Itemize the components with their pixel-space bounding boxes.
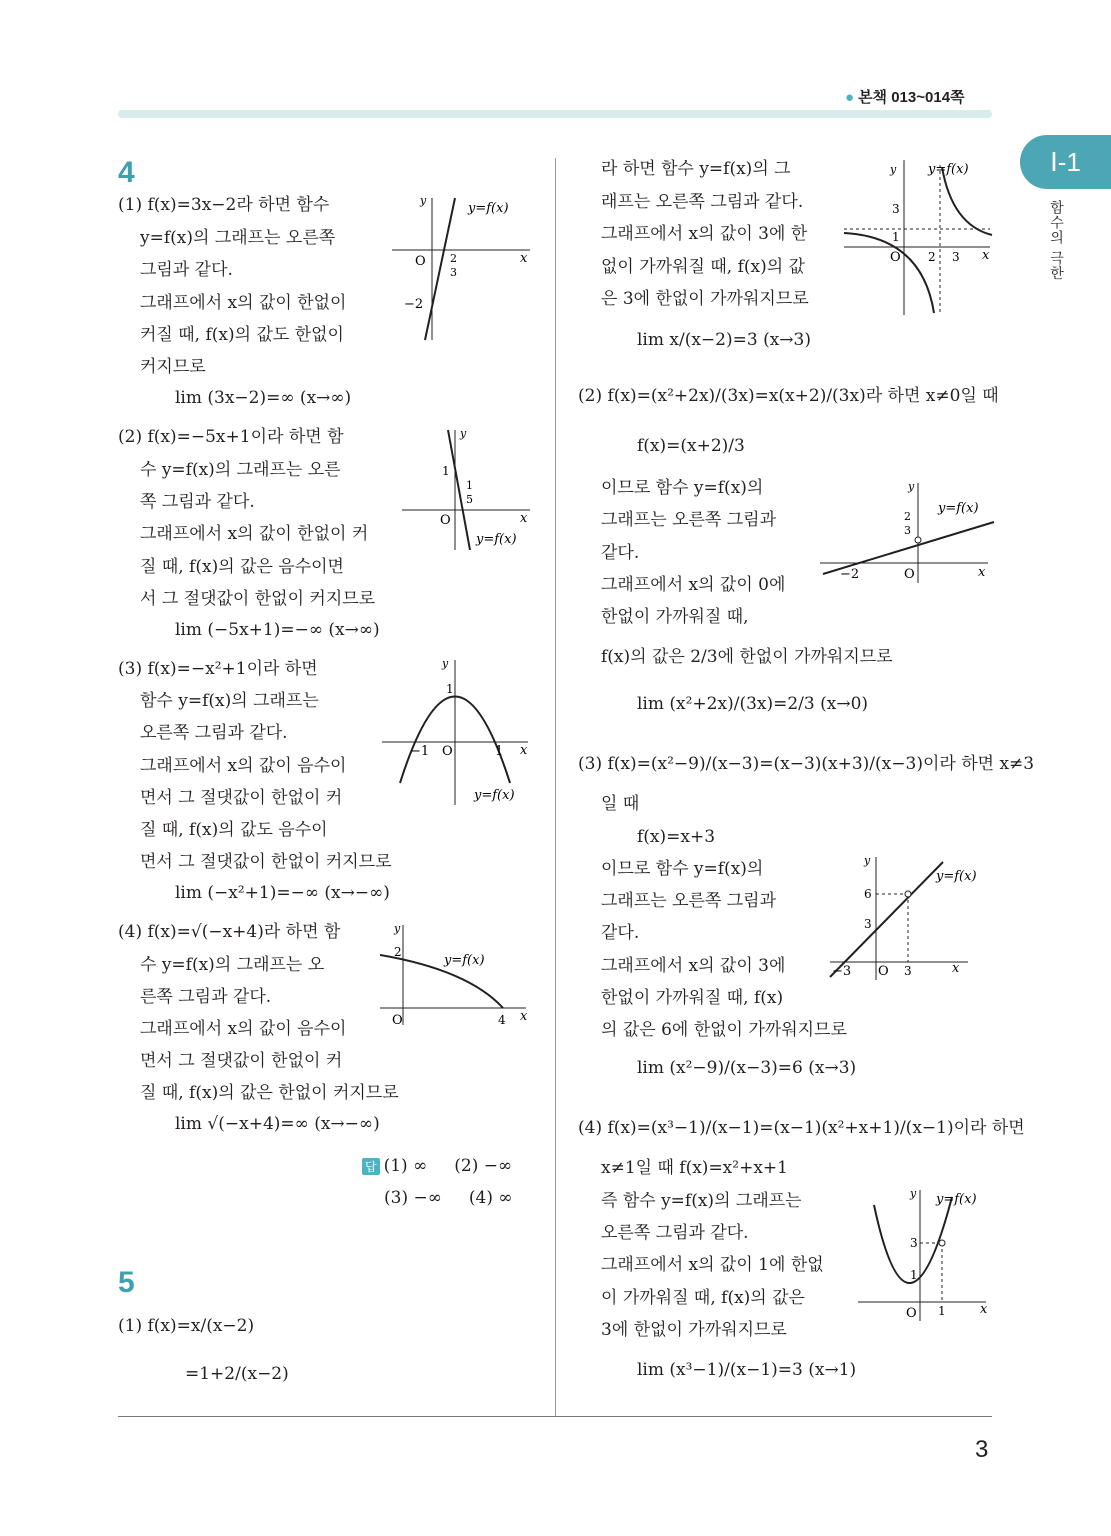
s4-line-8: 수 y=f(x)의 그래프는 오른 bbox=[140, 460, 341, 480]
tick-label: 1 bbox=[442, 464, 450, 478]
s4-line-25: 질 때, f(x)의 값은 한없이 커지므로 bbox=[140, 1083, 399, 1103]
s4-line-17: 면서 그 절댓값이 한없이 커 bbox=[140, 788, 343, 808]
page-header bbox=[845, 86, 965, 107]
bottom-rule bbox=[118, 1416, 992, 1417]
graph-5-2 bbox=[818, 478, 996, 586]
origin-label: O bbox=[392, 1013, 403, 1028]
s5-line-15: 일 때 bbox=[601, 794, 640, 814]
tick-label: −3 bbox=[832, 964, 852, 979]
y-axis-label: y bbox=[442, 657, 449, 670]
origin-label: O bbox=[415, 254, 426, 269]
graph-5-1 bbox=[842, 155, 997, 317]
graph-4-3 bbox=[380, 655, 535, 810]
y-axis-label: y bbox=[890, 163, 897, 176]
graph-4-4 bbox=[378, 920, 533, 1030]
header-pages: 013~014쪽 bbox=[891, 89, 965, 106]
x-axis-label: x bbox=[520, 511, 528, 526]
s4-line-12: 서 그 절댓값이 한없이 커지므로 bbox=[140, 589, 376, 609]
x-axis-label: x bbox=[520, 1009, 528, 1024]
tick-label: 1 bbox=[466, 479, 473, 492]
curve-label: y=f(x) bbox=[938, 501, 979, 516]
tick-label: 1 bbox=[910, 1268, 918, 1282]
s4-line-18: 질 때, f(x)의 값도 음수이 bbox=[140, 820, 328, 840]
s5-limit-1: lim x/(x−2)=3 (x→3) bbox=[637, 330, 812, 350]
tick-label: 5 bbox=[466, 493, 473, 506]
s5-line-28: 이 가까워질 때, f(x)의 값은 bbox=[601, 1288, 805, 1308]
origin-label: O bbox=[906, 1306, 917, 1321]
s5-line-2: 래프는 오른쪽 그림과 같다. bbox=[601, 192, 804, 212]
s4-line-6: 커지므로 bbox=[140, 357, 206, 377]
graph-4-1 bbox=[390, 190, 540, 345]
bullet-icon: ● bbox=[845, 89, 855, 106]
y-axis-label: y bbox=[394, 922, 401, 935]
origin-label: O bbox=[442, 744, 453, 759]
s5-line-22: 의 값은 6에 한없이 가까워지므로 bbox=[601, 1020, 847, 1040]
s5-line-10: 같다. bbox=[601, 543, 640, 563]
s5-line-17: 이므로 함수 y=f(x)의 bbox=[601, 859, 764, 879]
answer-row-1 bbox=[362, 1156, 512, 1176]
chapter-title: 함수의 극한 bbox=[1048, 200, 1064, 281]
s5-line-23: (4) f(x)=(x³−1)/(x−1)=(x−1)(x²+x+1)/(x−1)이라 하면 bbox=[578, 1118, 1025, 1138]
s4-line-19: 면서 그 절댓값이 한없이 커지므로 bbox=[140, 852, 392, 872]
graph-5-4 bbox=[856, 1185, 996, 1323]
answer-1: (1) ∞ bbox=[383, 1156, 428, 1176]
s5-line-11: 그래프에서 x의 값이 0에 bbox=[601, 575, 786, 595]
tick-label: 3 bbox=[864, 917, 872, 931]
s5-line-1: 라 하면 함수 y=f(x)의 그 bbox=[601, 159, 791, 179]
answer-4: (4) ∞ bbox=[468, 1188, 513, 1208]
tick-label: 1 bbox=[446, 682, 454, 696]
s4-line-20: (4) f(x)=√(−x+4)라 하면 함 bbox=[118, 922, 341, 942]
s5-line-5: 은 3에 한없이 가까워지므로 bbox=[601, 289, 809, 309]
chapter-tab bbox=[1020, 135, 1111, 189]
answer-row-2 bbox=[384, 1188, 513, 1208]
s5-line-8: 이므로 함수 y=f(x)의 bbox=[601, 478, 764, 498]
origin-label: O bbox=[890, 250, 901, 265]
header-bar bbox=[118, 110, 992, 118]
tick-label: 3 bbox=[904, 964, 912, 978]
y-axis-label: y bbox=[908, 480, 915, 493]
s4-line-1: (1) f(x)=3x−2라 하면 함수 bbox=[118, 195, 330, 215]
tick-label: 2 bbox=[904, 510, 911, 523]
tick-label: 3 bbox=[904, 524, 911, 537]
s5-left-line-1: (1) f(x)=x/(x−2) bbox=[118, 1316, 255, 1336]
tick-label: 2 bbox=[928, 250, 936, 264]
origin-label: O bbox=[440, 513, 451, 528]
tick-label: 3 bbox=[450, 266, 457, 279]
tick-label: 6 bbox=[864, 887, 872, 901]
s4-limit-1: lim (3x−2)=∞ (x→∞) bbox=[175, 388, 352, 408]
column-divider bbox=[555, 158, 556, 1416]
answer-2: (2) −∞ bbox=[454, 1156, 513, 1176]
s4-line-11: 질 때, f(x)의 값은 음수이면 bbox=[140, 557, 344, 577]
tick-label: 3 bbox=[892, 202, 900, 216]
s4-line-7: (2) f(x)=−5x+1이라 하면 함 bbox=[118, 427, 344, 447]
curve-label: y=f(x) bbox=[474, 788, 515, 803]
x-axis-label: x bbox=[520, 743, 528, 758]
tick-label: 1 bbox=[892, 230, 900, 244]
y-axis-label: y bbox=[420, 194, 427, 207]
s5-limit-4: lim (x³−1)/(x−1)=3 (x→1) bbox=[637, 1360, 857, 1380]
origin-label: O bbox=[904, 567, 915, 582]
function-curve bbox=[380, 955, 503, 1008]
s4-line-4: 그래프에서 x의 값이 한없이 bbox=[140, 293, 347, 313]
answer-badge: 답 bbox=[362, 1158, 380, 1175]
s5-line-13: f(x)의 값은 2/3에 한없이 가까워지므로 bbox=[601, 647, 893, 667]
tick-label: 3 bbox=[910, 1236, 918, 1250]
hole-point bbox=[939, 1240, 945, 1246]
s5-line-24: x≠1일 때 f(x)=x²+x+1 bbox=[601, 1158, 788, 1178]
curve-label: y=f(x) bbox=[444, 953, 485, 968]
s4-line-9: 쪽 그림과 같다. bbox=[140, 492, 255, 512]
tick-label: −2 bbox=[840, 567, 860, 582]
s5-line-18: 그래프는 오른쪽 그림과 bbox=[601, 891, 777, 911]
page-number: 3 bbox=[975, 1436, 989, 1463]
tick-label: −2 bbox=[404, 297, 424, 312]
section-5-number: 5 bbox=[118, 1266, 135, 1299]
x-axis-label: x bbox=[978, 565, 986, 580]
s4-line-23: 그래프에서 x의 값이 음수이 bbox=[140, 1019, 347, 1039]
s4-line-15: 오른쪽 그림과 같다. bbox=[140, 723, 288, 743]
s5-limit-3: lim (x²−9)/(x−3)=6 (x→3) bbox=[637, 1058, 857, 1078]
s5-line-12: 한없이 가까워질 때, bbox=[601, 607, 749, 627]
s5-line-29: 3에 한없이 가까워지므로 bbox=[601, 1320, 787, 1340]
hole-point bbox=[915, 537, 921, 543]
s4-limit-3: lim (−x²+1)=−∞ (x→−∞) bbox=[175, 883, 390, 903]
chapter-tab-label: Ⅰ-1 bbox=[1050, 146, 1081, 177]
tick-label: 3 bbox=[952, 250, 960, 264]
s5-line-25: 즉 함수 y=f(x)의 그래프는 bbox=[601, 1191, 802, 1211]
tick-label: 1 bbox=[495, 744, 504, 759]
graph-5-3 bbox=[828, 852, 996, 982]
s5-line-4: 없이 가까워질 때, f(x)의 값 bbox=[601, 257, 805, 277]
s4-line-3: 그림과 같다. bbox=[140, 260, 233, 280]
origin-label: O bbox=[878, 964, 889, 979]
s5-line-9: 그래프는 오른쪽 그림과 bbox=[601, 510, 777, 530]
s4-line-14: 함수 y=f(x)의 그래프는 bbox=[140, 691, 319, 711]
graph-4-2 bbox=[400, 425, 540, 555]
s5-line-3: 그래프에서 x의 값이 3에 한 bbox=[601, 224, 808, 244]
x-axis-label: x bbox=[982, 248, 990, 263]
s5-line-20: 그래프에서 x의 값이 3에 bbox=[601, 956, 786, 976]
curve-label: y=f(x) bbox=[936, 869, 977, 884]
s5-line-21: 한없이 가까워질 때, f(x) bbox=[601, 988, 784, 1008]
s4-line-21: 수 y=f(x)의 그래프는 오 bbox=[140, 955, 325, 975]
s5-line-6: (2) f(x)=(x²+2x)/(3x)=x(x+2)/(3x)라 하면 x≠0일 때 bbox=[578, 386, 999, 406]
s5-line-19: 같다. bbox=[601, 923, 640, 943]
tick-label: 2 bbox=[394, 945, 402, 959]
s4-line-5: 커질 때, f(x)의 값도 한없이 bbox=[140, 325, 344, 345]
s4-line-22: 른쪽 그림과 같다. bbox=[140, 987, 272, 1007]
function-curve bbox=[830, 862, 943, 977]
hole-point bbox=[905, 891, 911, 897]
function-curve bbox=[942, 167, 992, 235]
s5-line-16: f(x)=x+3 bbox=[637, 827, 716, 847]
x-axis-label: x bbox=[980, 1302, 988, 1317]
curve-label: y=f(x) bbox=[476, 532, 517, 547]
curve-label: y=f(x) bbox=[468, 201, 509, 216]
s4-limit-4: lim √(−x+4)=∞ (x→−∞) bbox=[175, 1114, 380, 1134]
s4-line-10: 그래프에서 x의 값이 한없이 커 bbox=[140, 524, 369, 544]
x-axis-label: x bbox=[520, 251, 528, 266]
x-axis-label: x bbox=[952, 961, 960, 976]
y-axis-label: y bbox=[460, 427, 467, 440]
s5-line-7: f(x)=(x+2)/3 bbox=[637, 436, 745, 456]
y-axis-label: y bbox=[864, 854, 871, 867]
function-curve bbox=[844, 233, 934, 313]
curve-label: y=f(x) bbox=[936, 1192, 977, 1207]
section-4-number: 4 bbox=[118, 156, 135, 189]
tick-label: 1 bbox=[938, 1304, 946, 1318]
header-prefix: 본책 bbox=[858, 89, 888, 106]
s5-left-line-2: =1+2/(x−2) bbox=[185, 1364, 289, 1384]
s5-line-27: 그래프에서 x의 값이 1에 한없 bbox=[601, 1255, 824, 1275]
s4-line-13: (3) f(x)=−x²+1이라 하면 bbox=[118, 659, 318, 679]
tick-label: −1 bbox=[410, 744, 430, 759]
s4-line-2: y=f(x)의 그래프는 오른쪽 bbox=[140, 228, 336, 248]
s5-line-26: 오른쪽 그림과 같다. bbox=[601, 1223, 749, 1243]
answer-3: (3) −∞ bbox=[384, 1188, 442, 1208]
s4-line-24: 면서 그 절댓값이 한없이 커 bbox=[140, 1051, 343, 1071]
s5-line-14: (3) f(x)=(x²−9)/(x−3)=(x−3)(x+3)/(x−3)이라 하면 x≠3 bbox=[578, 754, 1035, 774]
tick-label: 4 bbox=[498, 1013, 506, 1027]
curve-label: y=f(x) bbox=[928, 162, 969, 177]
s5-limit-2: lim (x²+2x)/(3x)=2/3 (x→0) bbox=[637, 694, 869, 714]
y-axis-label: y bbox=[910, 1187, 917, 1200]
s4-limit-2: lim (−5x+1)=−∞ (x→∞) bbox=[175, 620, 380, 640]
tick-label: 2 bbox=[450, 252, 457, 265]
s4-line-16: 그래프에서 x의 값이 음수이 bbox=[140, 756, 347, 776]
